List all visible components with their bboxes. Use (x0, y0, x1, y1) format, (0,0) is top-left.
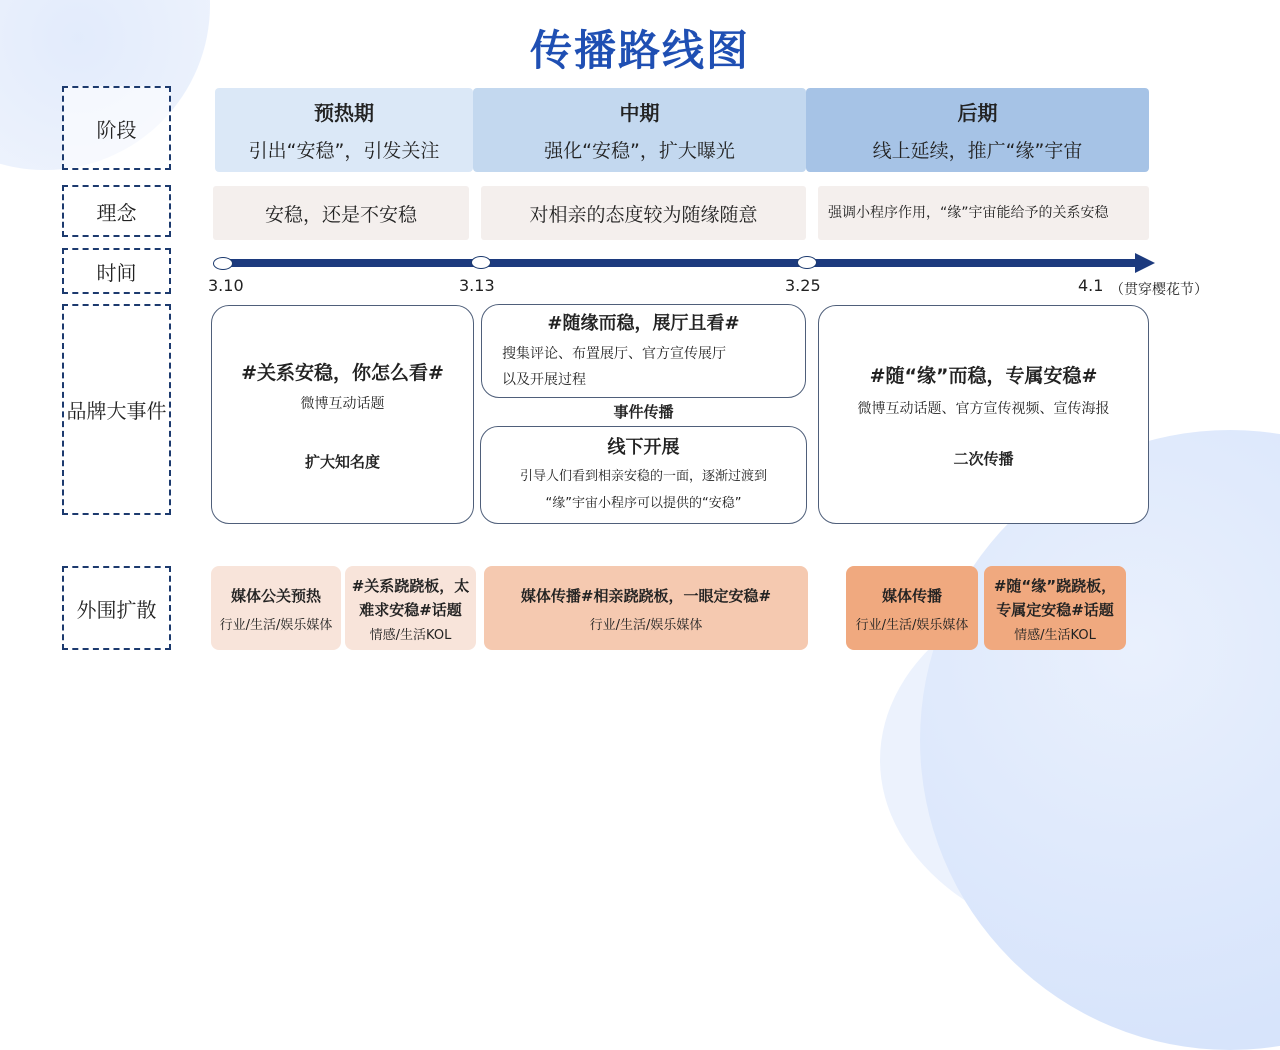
spread-title: 媒体公关预热 (230, 586, 321, 605)
row-label-concept: 理念 (62, 185, 171, 237)
spread-desc: 情感/生活KOL (1014, 627, 1096, 643)
event-goal: 二次传播 (953, 449, 1014, 468)
spread-title: 媒体传播 (881, 586, 942, 605)
spread-card-media-mid (484, 566, 808, 650)
stage-desc: 强化“安稳”，扩大曝光 (544, 140, 735, 162)
spread-title-line2: 难求安稳#话题 (359, 600, 462, 619)
timeline-node-3-25 (797, 256, 817, 269)
event-mid-label: 事件传播 (613, 403, 674, 421)
event-card-late (818, 305, 1149, 524)
spread-card-topic-early (345, 566, 476, 650)
concept-late: 强调小程序作用，“缘”宇宙能给予的关系安稳 (818, 186, 1149, 240)
stage-desc: 引出“安稳”，引发关注 (248, 140, 440, 162)
event-title: #随缘而稳，展厅且看# (547, 313, 740, 334)
row-label-stage: 阶段 (62, 86, 171, 170)
spread-desc: 行业/生活/娱乐媒体 (855, 617, 969, 633)
row-label-events: 品牌大事件 (62, 304, 171, 515)
spread-title-line1: #关系跷跷板，太 (351, 576, 470, 595)
timeline-node-3-10 (213, 257, 233, 270)
event-desc-line2: “缘”宇宙小程序可以提供的“安稳” (545, 496, 742, 511)
stage-desc: 线上延续，推广“缘”宇宙 (872, 140, 1083, 162)
event-goal: 扩大知名度 (304, 452, 380, 471)
spread-desc: 行业/生活/娱乐媒体 (589, 617, 703, 633)
timeline-tick: 3.25 (785, 276, 821, 295)
stage-name: 预热期 (314, 101, 374, 125)
stage-early (215, 88, 473, 172)
concept-mid: 对相亲的态度较为随缘随意 (481, 186, 806, 240)
spread-card-topic-late (984, 566, 1126, 650)
spread-title: 媒体传播#相亲跷跷板，一眼定安稳# (520, 586, 772, 605)
concept-early: 安稳，还是不安稳 (213, 186, 469, 240)
event-title: #随“缘”而稳，专属安稳# (869, 364, 1098, 387)
timeline-tick: 3.10 (208, 276, 244, 295)
spread-card-media-late (846, 566, 978, 650)
stage-late (806, 88, 1149, 172)
row-label-time: 时间 (62, 248, 171, 294)
timeline-tick: 4.1 (1078, 276, 1104, 295)
timeline-end-note: （贯穿樱花节） (1110, 282, 1208, 298)
spread-title-line1: #随“缘”跷跷板， (993, 576, 1117, 595)
spread-card-media-preheat (211, 566, 341, 650)
event-desc-line1: 引导人们看到相亲安稳的一面，逐渐过渡到 (519, 469, 767, 484)
page-title: 传播路线图 (529, 26, 750, 75)
stage-mid (473, 88, 806, 172)
event-title: 线下开展 (607, 437, 680, 458)
stage-name: 后期 (957, 101, 998, 125)
event-card-mid-offline (480, 426, 807, 524)
event-card-mid-online (481, 304, 806, 398)
event-title: #关系安稳，你怎么看# (241, 361, 444, 384)
spread-desc: 情感/生活KOL (369, 627, 452, 643)
spread-title-line2: 专属定安稳#话题 (996, 600, 1114, 619)
row-label-spread: 外围扩散 (62, 566, 171, 650)
event-card-early (211, 305, 474, 524)
timeline-node-3-13 (471, 256, 491, 269)
event-desc-line2: 以及开展过程 (502, 372, 586, 388)
event-desc-line1: 搜集评论、布置展厅、官方宣传展厅 (502, 346, 726, 362)
event-desc: 微博互动话题 (300, 395, 385, 412)
timeline-tick: 3.13 (459, 276, 495, 295)
stage-name: 中期 (619, 101, 660, 125)
event-desc: 微博互动话题、官方宣传视频、宣传海报 (857, 400, 1110, 417)
spread-desc: 行业/生活/娱乐媒体 (219, 617, 333, 633)
timeline-axis (205, 250, 1165, 278)
timeline-arrow-head (1135, 253, 1155, 273)
